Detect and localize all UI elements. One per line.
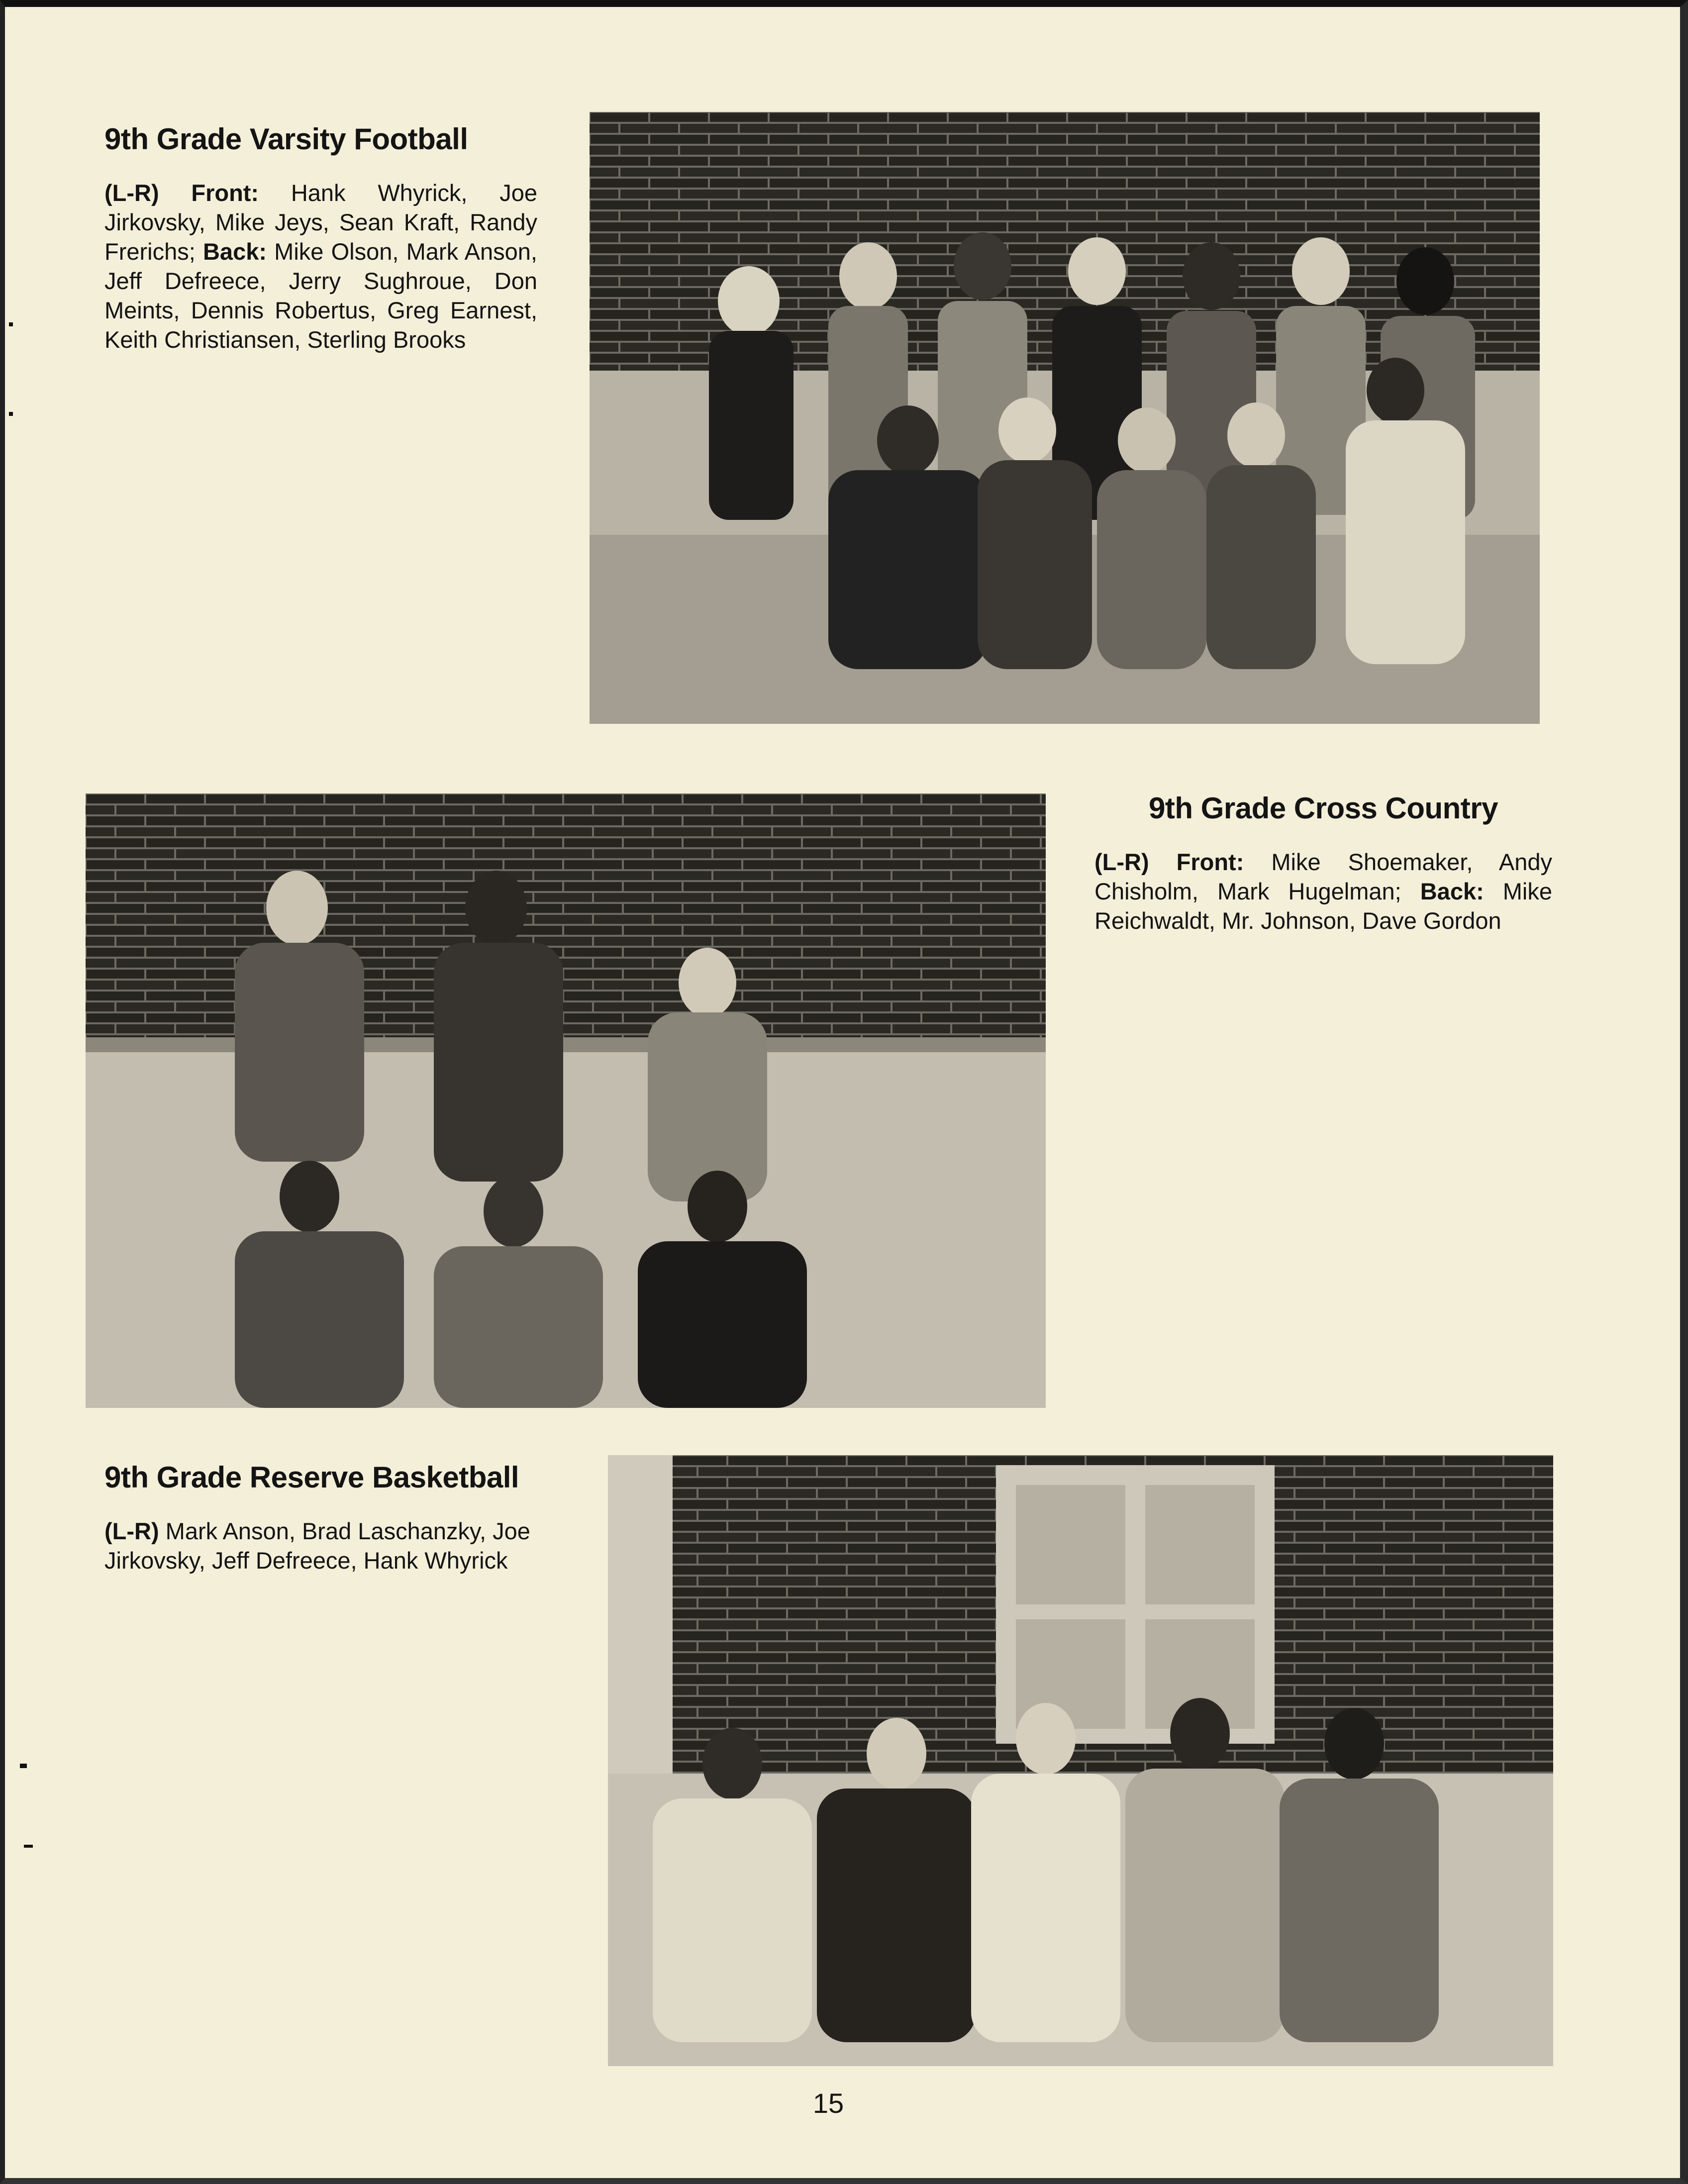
team-photo-icon — [608, 1455, 1553, 2066]
back-names: Mike Reichwaldt, Mr. Johnson, Dave Gordon — [1094, 878, 1552, 934]
front-names: Mike Shoemaker, Andy Chisholm, Mark Hugelman; — [1094, 849, 1552, 904]
section-title: 9th Grade Cross Country — [1149, 792, 1498, 825]
section-title: 9th Grade Reserve Basketball — [104, 1461, 519, 1494]
lr-label: (L-R) — [1094, 849, 1149, 875]
back-names: Mike Olson, Mark Anson, Jeff Defreece, Jerry Sughroue, Don Meints, Dennis Robertus, Greg Earnest, Keith Christiansen, Sterling Brooks — [104, 238, 537, 353]
back-label: Back: — [202, 238, 267, 265]
basketball-caption — [104, 1460, 562, 1575]
margin-mark — [9, 412, 13, 416]
cross-country-team-photo — [86, 794, 1046, 1408]
team-photo-icon — [86, 794, 1046, 1408]
lr-label: (L-R) — [104, 1518, 159, 1544]
football-caption — [104, 122, 537, 354]
section-title: 9th Grade Varsity Football — [104, 122, 468, 156]
football-team-photo — [590, 112, 1540, 724]
names: Mark Anson, Brad Laschanzky, Joe Jirkovsky, Jeff Defreece, Hank Whyrick — [104, 1518, 530, 1574]
margin-mark — [20, 1764, 27, 1768]
front-names: Hank Whyrick, Joe Jirkovsky, Mike Jeys, Sean Kraft, Randy Frerichs; — [104, 180, 537, 265]
page-number: 15 — [812, 2087, 844, 2119]
lr-label: (L-R) — [104, 180, 159, 206]
roster-text — [1094, 847, 1552, 935]
roster-text — [104, 178, 537, 354]
basketball-team-photo — [608, 1455, 1553, 2066]
back-label: Back: — [1420, 878, 1484, 904]
front-label: Front: — [191, 180, 259, 206]
front-label: Front: — [1176, 849, 1244, 875]
team-photo-icon — [590, 112, 1540, 724]
cross-country-caption — [1094, 791, 1552, 935]
margin-mark — [9, 322, 13, 326]
margin-mark — [24, 1845, 33, 1848]
roster-text — [104, 1516, 562, 1575]
